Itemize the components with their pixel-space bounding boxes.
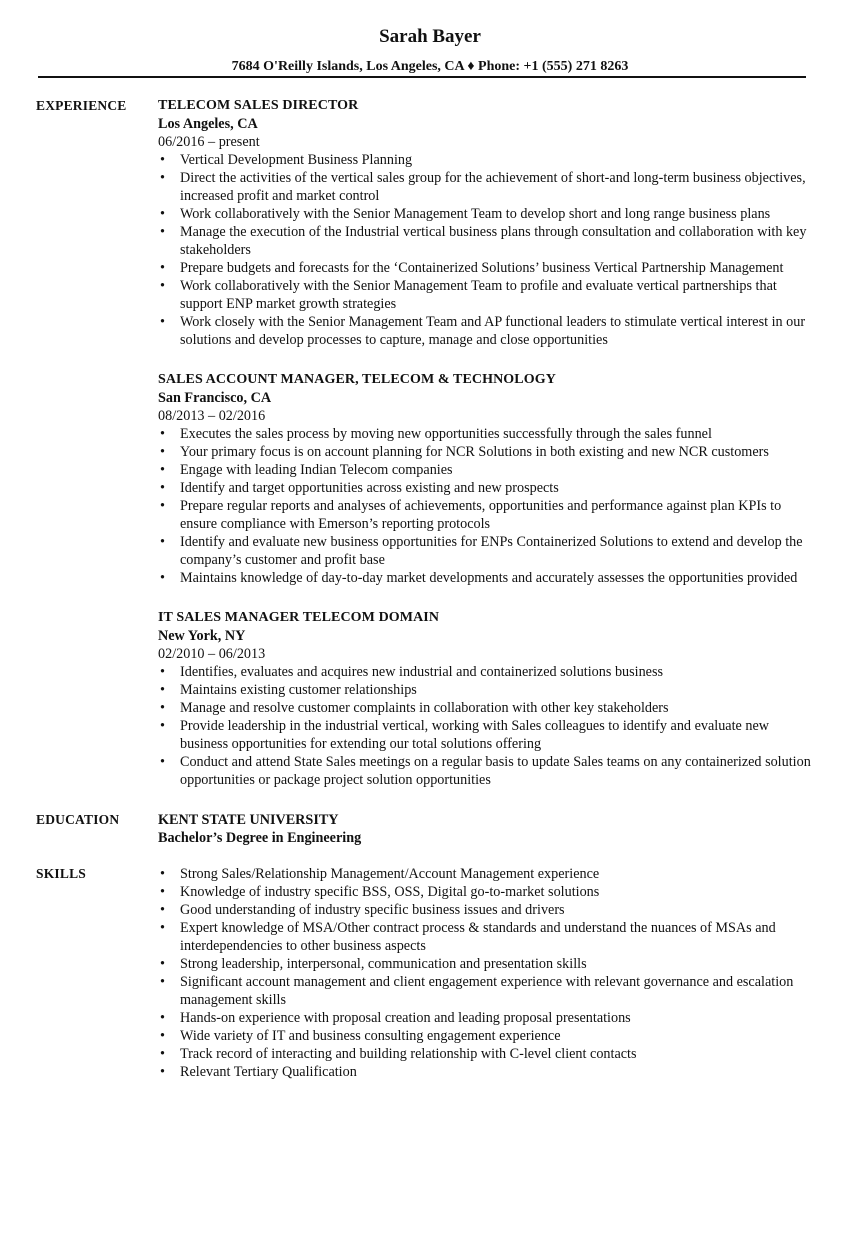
candidate-name: Sarah Bayer bbox=[379, 26, 481, 47]
degree: Bachelor’s Degree in Engineering bbox=[158, 830, 362, 846]
resume-header bbox=[0, 0, 860, 76]
skill-item: • Knowledge of industry specific BSS, OSS, Digital go-to-market solutions bbox=[158, 883, 818, 901]
job-title: TELECOM SALES DIRECTOR bbox=[158, 98, 359, 113]
bullet-item: • Maintains knowledge of day-to-day market developments and accurately assesses the opportunities provided bbox=[158, 569, 818, 587]
job-location: Los Angeles, CA bbox=[158, 116, 258, 132]
experience-list bbox=[158, 97, 818, 789]
bullet-item: • Manage and resolve customer complaints in collaboration with other key stakeholders bbox=[158, 699, 818, 717]
skill-item: • Hands-on experience with proposal creation and leading proposal presentations bbox=[158, 1009, 818, 1027]
bullet-item: • Your primary focus is on account planning for NCR Solutions in both existing and new NCR customers bbox=[158, 443, 818, 461]
job-entry bbox=[158, 609, 818, 789]
bullet-item: • Provide leadership in the industrial vertical, working with Sales colleagues to identify and evaluate new business opportunities for extending our total solutions offering bbox=[158, 717, 818, 753]
job-location: New York, NY bbox=[158, 628, 246, 644]
section-label-education: EDUCATION bbox=[36, 812, 120, 827]
job-title: SALES ACCOUNT MANAGER, TELECOM & TECHNOLOGY bbox=[158, 372, 556, 387]
job-dates: 08/2013 – 02/2016 bbox=[158, 408, 266, 424]
education-entry bbox=[158, 811, 818, 847]
job-entry bbox=[158, 371, 818, 587]
skill-item: • Relevant Tertiary Qualification bbox=[158, 1063, 818, 1081]
bullet-item: • Conduct and attend State Sales meetings on a regular basis to update Sales teams on any containerized solution opportunities or package project solution opportunities bbox=[158, 753, 818, 789]
job-entry bbox=[158, 97, 818, 349]
skills-list bbox=[158, 865, 818, 1081]
skill-item: • Strong leadership, interpersonal, communication and presentation skills bbox=[158, 955, 818, 973]
skill-item: • Strong Sales/Relationship Management/Account Management experience bbox=[158, 865, 818, 883]
skill-item: • Track record of interacting and building relationship with C-level client contacts bbox=[158, 1045, 818, 1063]
bullet-item: • Work closely with the Senior Management Team and AP functional leaders to stimulate vertical interest in our solutions and develop processes to capture, manage and close opportunities bbox=[158, 313, 818, 349]
bullet-item: • Work collaboratively with the Senior Management Team to develop short and long range business plans bbox=[158, 205, 818, 223]
bullet-item: • Engage with leading Indian Telecom companies bbox=[158, 461, 818, 479]
section-label-experience: EXPERIENCE bbox=[36, 98, 127, 113]
skill-item: • Wide variety of IT and business consulting engagement experience bbox=[158, 1027, 818, 1045]
skill-item: • Significant account management and client engagement experience with relevant governance and escalation management skills bbox=[158, 973, 818, 1009]
job-bullets bbox=[158, 663, 818, 789]
education-section bbox=[0, 811, 860, 847]
bullet-item: • Vertical Development Business Planning bbox=[158, 151, 818, 169]
resume-sections bbox=[0, 97, 860, 1081]
bullet-item: • Direct the activities of the vertical sales group for the achievement of short-and long-term business objectives, increased profit and market control bbox=[158, 169, 818, 205]
job-dates: 06/2016 – present bbox=[158, 134, 260, 150]
job-dates: 02/2010 – 06/2013 bbox=[158, 646, 266, 662]
job-location: San Francisco, CA bbox=[158, 390, 272, 406]
job-bullets bbox=[158, 151, 818, 349]
job-bullets bbox=[158, 425, 818, 587]
bullet-item: • Work collaboratively with the Senior Management Team to profile and evaluate vertical partnerships that support ENP market growth strategies bbox=[158, 277, 818, 313]
skills-section bbox=[0, 865, 860, 1081]
section-label-skills: SKILLS bbox=[36, 866, 86, 881]
bullet-item: • Identifies, evaluates and acquires new industrial and containerized solutions business bbox=[158, 663, 818, 681]
experience-section bbox=[0, 97, 860, 789]
header-divider bbox=[38, 76, 806, 78]
job-title: IT SALES MANAGER TELECOM DOMAIN bbox=[158, 610, 440, 625]
bullet-item: • Executes the sales process by moving new opportunities successfully through the sales funnel bbox=[158, 425, 818, 443]
skill-item: • Good understanding of industry specific business issues and drivers bbox=[158, 901, 818, 919]
school-name: KENT STATE UNIVERSITY bbox=[158, 812, 339, 828]
bullet-item: • Identify and target opportunities across existing and new prospects bbox=[158, 479, 818, 497]
skill-item: • Expert knowledge of MSA/Other contract process & standards and understand the nuances of MSAs and interdependencies to other business aspects bbox=[158, 919, 818, 955]
contact-line: 7684 O'Reilly Islands, Los Angeles, CA ♦ Phone: +1 (555) 271 8263 bbox=[231, 59, 629, 74]
bullet-item: • Prepare regular reports and analyses of achievements, opportunities and performance against plan KPIs to ensure compliance with Emerson’s reporting protocols bbox=[158, 497, 818, 533]
bullet-item: • Maintains existing customer relationships bbox=[158, 681, 818, 699]
bullet-item: • Manage the execution of the Industrial vertical business plans through consultation and collaboration with key stakeholders bbox=[158, 223, 818, 259]
bullet-item: • Prepare budgets and forecasts for the ‘Containerized Solutions’ business Vertical Partnership Management bbox=[158, 259, 818, 277]
skills-entry bbox=[158, 865, 818, 1081]
bullet-item: • Identify and evaluate new business opportunities for ENPs Containerized Solutions to extend and develop the company’s customer and profit base bbox=[158, 533, 818, 569]
